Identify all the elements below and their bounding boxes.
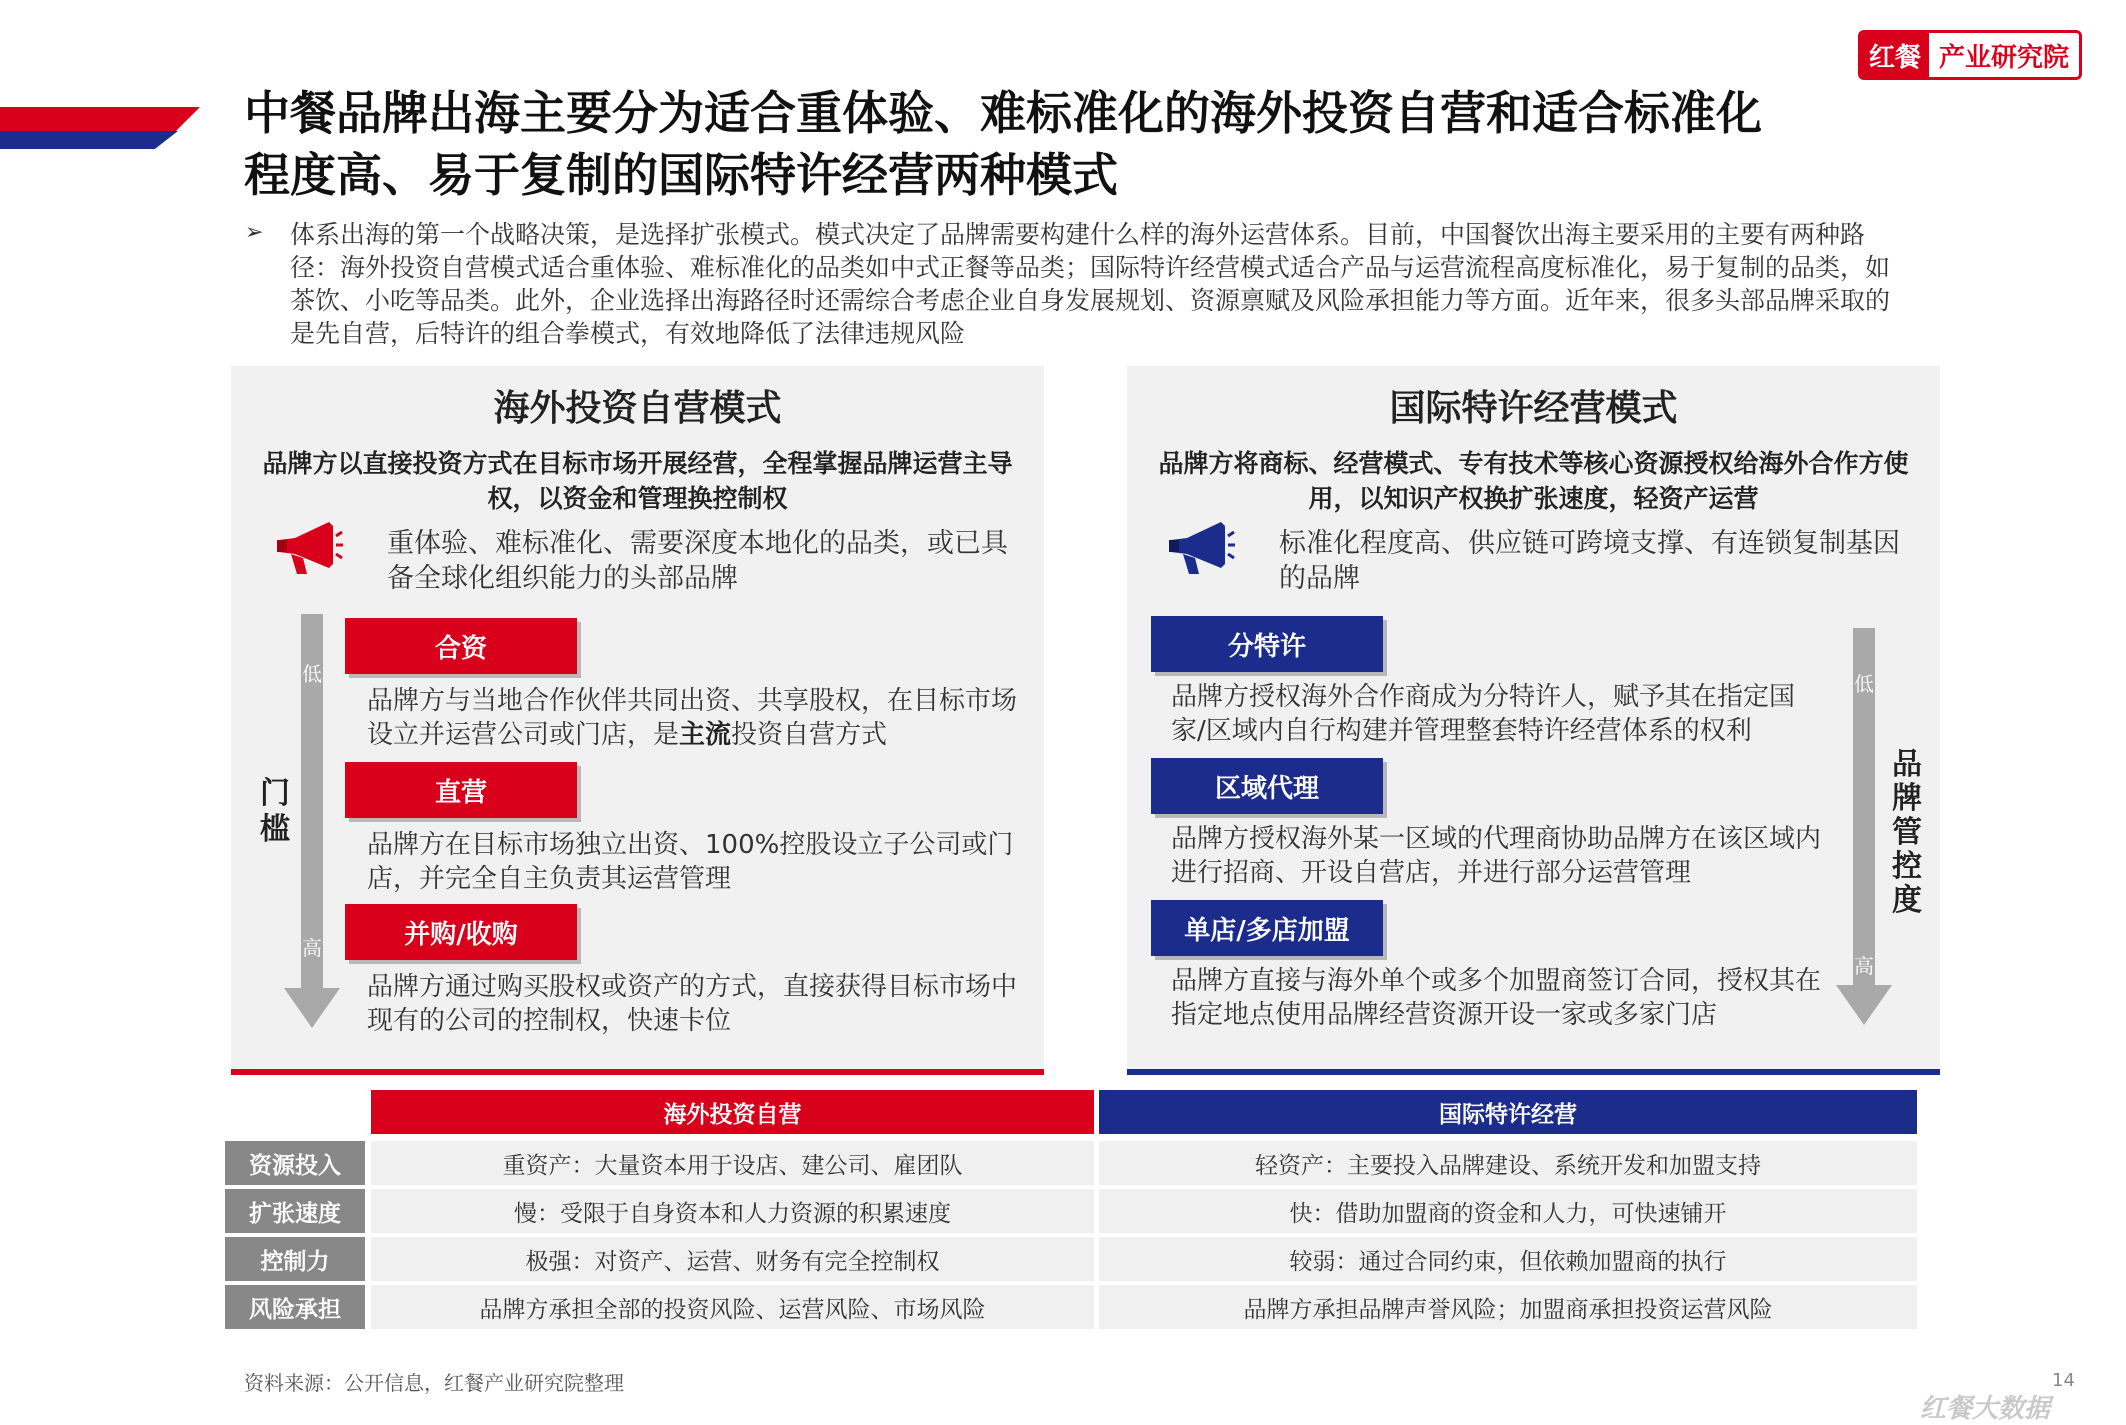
tag-store-franchise: 单店/多店加盟 (1151, 900, 1383, 956)
table-cell: 较弱：通过合同约束，但依赖加盟商的执行 (1099, 1237, 1917, 1281)
category-description: 标准化程度高、供应链可跨境支撑、有连锁复制基因的品牌 (1279, 528, 1900, 594)
control-arrow-head (1836, 985, 1892, 1025)
title-line-1: 中餐品牌出海主要分为适合重体验、难标准化的海外投资自营和适合标准化 (244, 86, 1762, 140)
desc-acquisition: 品牌方通过购买股权或资产的方式，直接获得目标市场中现有的公司的控制权，快速卡位 (367, 972, 1018, 1036)
threshold-label-char: 槛 (260, 812, 290, 847)
page-title (244, 82, 2004, 206)
footer-brand-logo: 红餐大数据 (1920, 1394, 2051, 1424)
brand-control-label (1889, 748, 1925, 918)
desc-direct-operation: 品牌方在目标市场独立出资、100%控股设立子公司或门店，并完全自主负责其运营管理 (367, 830, 1014, 894)
panel-subtitle: 品牌方以直接投资方式在目标市场开展经营，全程掌握品牌运营主导权，以资金和管理换控制权 (262, 449, 1013, 513)
panel-subtitle: 品牌方将商标、经营模式、专有技术等核心资源授权给海外合作方使用，以知识产权换扩张速度，轻资产运营 (1158, 449, 1909, 513)
control-label-char: 品 (1892, 747, 1922, 782)
panel-title: 国际特许经营模式 (1389, 388, 1678, 429)
table-cell: 快：借助加盟商的资金和人力，可快速铺开 (1099, 1189, 1917, 1233)
table-row-label: 控制力 (225, 1237, 365, 1281)
brand-logo (1858, 30, 2082, 80)
panel-overseas-direct-investment (231, 366, 1044, 1075)
tag-sub-franchise: 分特许 (1151, 616, 1383, 672)
tag-regional-agency: 区域代理 (1151, 758, 1383, 814)
table-cell: 轻资产：主要投入品牌建设、系统开发和加盟支持 (1099, 1141, 1917, 1185)
source-note: 资料来源：公开信息，红餐产业研究院整理 (244, 1371, 624, 1395)
megaphone-icon (1165, 518, 1235, 578)
arrow-label-high: 高 (302, 936, 322, 960)
logo-text: 产业研究院 (1929, 33, 2079, 77)
desc-regional-agency: 品牌方授权海外某一区域的代理商协助品牌方在该区域内进行招商、开设自营店，并进行部分运营管理 (1171, 824, 1822, 888)
arrow-label-low: 低 (302, 662, 322, 686)
control-label-char: 控 (1892, 849, 1922, 884)
megaphone-icon (273, 518, 343, 578)
threshold-label (257, 776, 293, 848)
intro-text: 体系出海的第一个战略决策，是选择扩张模式。模式决定了品牌需要构建什么样的海外运营体系。目前，中国餐饮出海主要采用的主要有两种路径：海外投资自营模式适合重体验、难标准化的品类如中式正餐等品类；国际特许经营模式适合产品与运营流程高度标准化，易于复制的品类，如茶饮、小吃等品类。此外，企业选择出海路径时还需综合考虑企业自身发展规划、资源禀赋及风险承担能力等方面。近年来，很多头部品牌采取的是先自营，后特许的组合拳模式，有效地降低了法律违规风险 (290, 220, 1891, 348)
tag-joint-venture: 合资 (345, 618, 577, 674)
table-row-label: 风险承担 (225, 1285, 365, 1329)
page-number: 14 (2052, 1370, 2075, 1391)
panel-international-franchise (1127, 366, 1940, 1075)
control-label-char: 牌 (1892, 781, 1922, 816)
table-cell: 慢：受限于自身资本和人力资源的积累速度 (371, 1189, 1094, 1233)
table-row-label: 资源投入 (225, 1141, 365, 1185)
threshold-arrow-head (284, 988, 340, 1028)
desc-sub-franchise: 品牌方授权海外合作商成为分特许人，赋予其在指定国家/区域内自行构建并管理整套特许经营体系的权利 (1171, 682, 1796, 746)
title-line-2: 程度高、易于复制的国际特许经营两种模式 (244, 148, 1118, 202)
tag-direct-operation: 直营 (345, 762, 577, 818)
table-cell: 品牌方承担全部的投资风险、运营风险、市场风险 (371, 1285, 1094, 1329)
desc-store-franchise: 品牌方直接与海外单个或多个加盟商签订合同，授权其在指定地点使用品牌经营资源开设一家或多家门店 (1171, 966, 1822, 1030)
desc-text: 投资自营方式 (731, 720, 888, 750)
control-label-char: 管 (1892, 815, 1922, 850)
arrow-label-high: 高 (1854, 954, 1874, 978)
threshold-label-char: 门 (260, 776, 290, 811)
desc-joint-venture (367, 684, 1017, 752)
table-cell: 重资产：大量资本用于设店、建公司、雇团队 (371, 1141, 1094, 1185)
logo-mark: 红餐 (1861, 33, 1929, 77)
bullet-arrow-icon: ➢ (245, 220, 264, 245)
intro-paragraph (248, 218, 1913, 350)
panel-title: 海外投资自营模式 (493, 388, 782, 429)
control-label-char: 度 (1892, 883, 1922, 918)
table-header-direct-investment: 海外投资自营 (371, 1090, 1094, 1134)
header-stripe-blue (0, 131, 178, 149)
table-cell: 极强：对资产、运营、财务有完全控制权 (371, 1237, 1094, 1281)
arrow-label-low: 低 (1854, 672, 1874, 696)
table-cell: 品牌方承担品牌声誉风险；加盟商承担投资运营风险 (1099, 1285, 1917, 1329)
desc-text: 品牌方与当地合作伙伴共同出资、共享股权，在目标市场设立并运营公司或门店，是 (367, 686, 1018, 750)
category-description: 重体验、难标准化、需要深度本地化的品类，或已具备全球化组织能力的头部品牌 (387, 528, 1008, 594)
table-row-label: 扩张速度 (225, 1189, 365, 1233)
header-stripe-red (0, 107, 200, 131)
table-header-franchise: 国际特许经营 (1099, 1090, 1917, 1134)
tag-acquisition: 并购/收购 (345, 904, 577, 960)
desc-emphasis: 主流 (679, 720, 732, 750)
